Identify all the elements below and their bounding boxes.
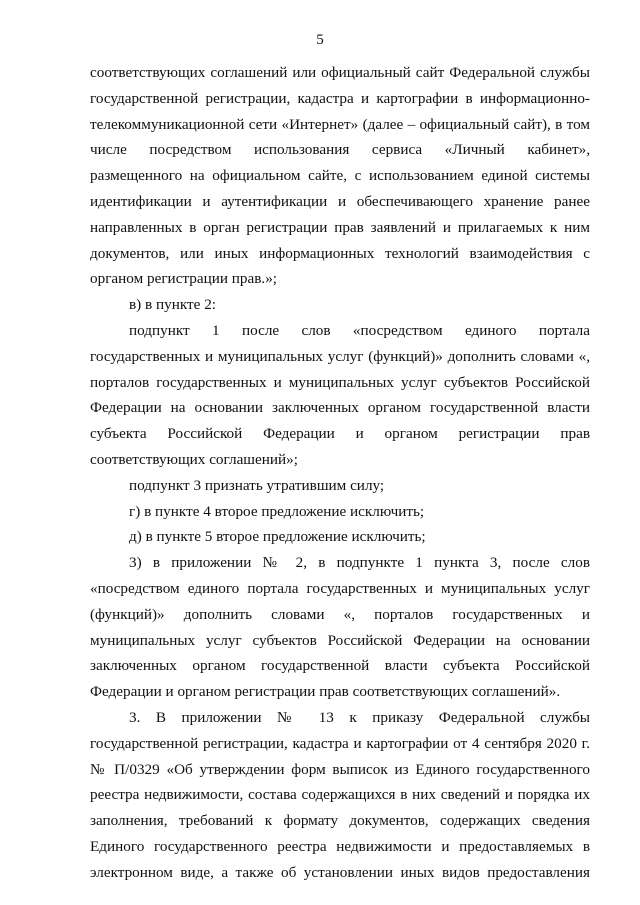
paragraph-section-3: 3. В приложении № 13 к приказу Федеральной службы государственной регистрации, кадастра и картографии от 4 сентября 2020 г. № П/0329 «Об утверждении форм выписок из Единого государственного реестра недвижимости, состава содержащихся в них сведений и порядка их заполнения, требований к формату документов, содержащих сведения Единого государственного реестра недвижимости и предоставляемых в электронном виде, а также об установлении иных видов предоставления <box>90 708 590 881</box>
paragraph-subitem-1: подпункт 1 после слов «посредством единого портала государственных и муниципальных услуг (функций)» дополнить словами «, порталов государственных и муниципальных услуг субъектов Российской Федерации на основании заключенных органом государственной власти субъекта Российской Федерации и органом регистрации прав соответствующих соглашений»; <box>90 321 590 468</box>
paragraph-item-d: д) в пункте 5 второе предложение исключить; <box>129 528 426 546</box>
document-body <box>90 60 590 886</box>
page-number: 5 <box>316 32 324 48</box>
paragraph-subitem-3: подпункт 3 признать утратившим силу; <box>129 476 385 494</box>
paragraph-item-g: г) в пункте 4 второе предложение исключить; <box>129 502 425 520</box>
paragraph-continuation: соответствующих соглашений или официальный сайт Федеральной службы государственной регистрации, кадастра и картографии в информационно-телекоммуникационной сети «Интернет» (далее – официальный сайт), в том числе посредством использования сервиса «Личный кабинет», размещенного на официальном сайте, с использованием единой системы идентификации и аутентификации и обеспечивающего хранение ранее направленных в орган регистрации прав заявлений и прилагаемых к ним документов, или иных информационных технологий взаимодействия с органом регистрации прав.»; <box>90 64 590 288</box>
paragraph-point-3-annex-2: 3) в приложении № 2, в подпункте 1 пункта 3, после слов «посредством единого портала государственных и муниципальных услуг (функций)» дополнить словами «, порталов государственных и муниципальных услуг субъектов Российской Федерации на основании заключенных органом государственной власти субъекта Российской Федерации и органом регистрации прав соответствующих соглашений». <box>90 554 590 701</box>
paragraph-item-v: в) в пункте 2: <box>129 296 217 314</box>
